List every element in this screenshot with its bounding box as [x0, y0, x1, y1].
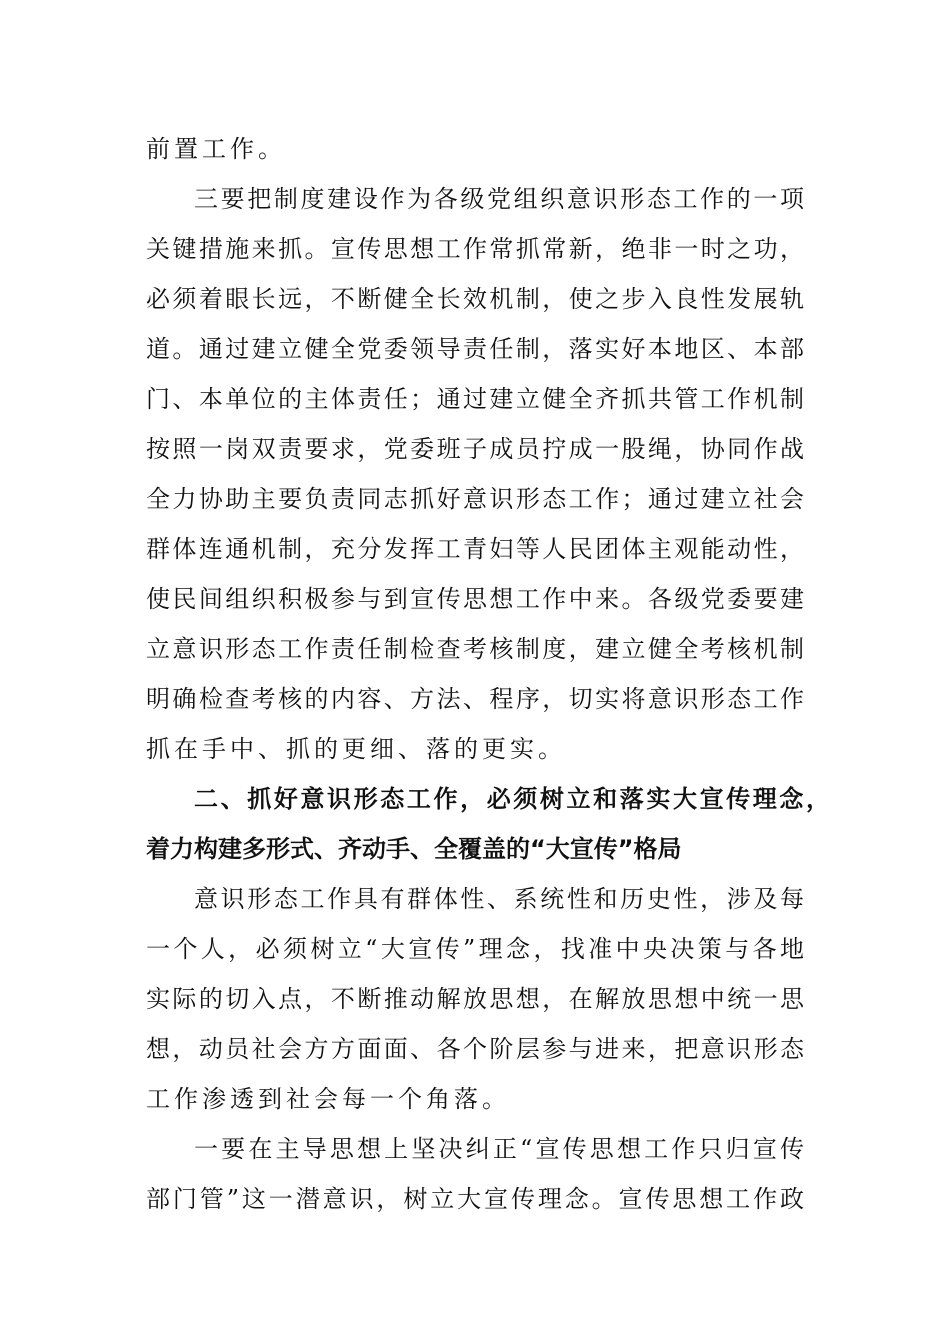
text-line: 必须着眼长远，不断健全长效机制，使之步入良性发展轨 — [146, 285, 804, 313]
text-line: 全力协助主要负责同志抓好意识形态工作；通过建立社会 — [146, 485, 804, 513]
text-line: 抓在手中、抓的更细、落的更实。 — [146, 735, 566, 763]
text-line: 明确检查考核的内容、方法、程序，切实将意识形态工作 — [146, 685, 804, 713]
text-line: 部门管”这一潜意识，树立大宣传理念。宣传思想工作政 — [146, 1185, 804, 1213]
text-line: 想，动员社会方方面面、各个阶层参与进来，把意识形态 — [146, 1035, 804, 1063]
section-heading-continued: 着力构建多形式、齐动手、全覆盖的“大宣传”格局 — [146, 835, 682, 863]
text-line: 关键措施来抓。宣传思想工作常抓常新，绝非一时之功， — [146, 235, 804, 263]
text-line: 门、本单位的主体责任；通过建立健全齐抓共管工作机制 — [146, 385, 804, 413]
section-heading: 二、抓好意识形态工作，必须树立和落实大宣传理念， — [194, 785, 830, 813]
text-line: 立意识形态工作责任制检查考核制度，建立健全考核机制 — [146, 635, 804, 663]
paragraph-first-line: 一要在主导思想上坚决纠正“宣传思想工作只归宣传 — [194, 1135, 804, 1163]
text-line: 前置工作。 — [146, 135, 286, 163]
text-line: 群体连通机制，充分发挥工青妇等人民团体主观能动性， — [146, 535, 804, 563]
text-line: 一个人，必须树立“大宣传”理念，找准中央决策与各地 — [146, 935, 804, 963]
paragraph-first-line: 三要把制度建设作为各级党组织意识形态工作的一项 — [194, 185, 804, 213]
text-line: 使民间组织积极参与到宣传思想工作中来。各级党委要建 — [146, 585, 804, 613]
paragraph-first-line: 意识形态工作具有群体性、系统性和历史性，涉及每 — [194, 885, 804, 913]
text-line: 实际的切入点，不断推动解放思想，在解放思想中统一思 — [146, 985, 804, 1013]
text-line: 工作渗透到社会每一个角落。 — [146, 1085, 510, 1113]
text-line: 按照一岗双责要求，党委班子成员拧成一股绳，协同作战 — [146, 435, 804, 463]
text-line: 道。通过建立健全党委领导责任制，落实好本地区、本部 — [146, 335, 804, 363]
